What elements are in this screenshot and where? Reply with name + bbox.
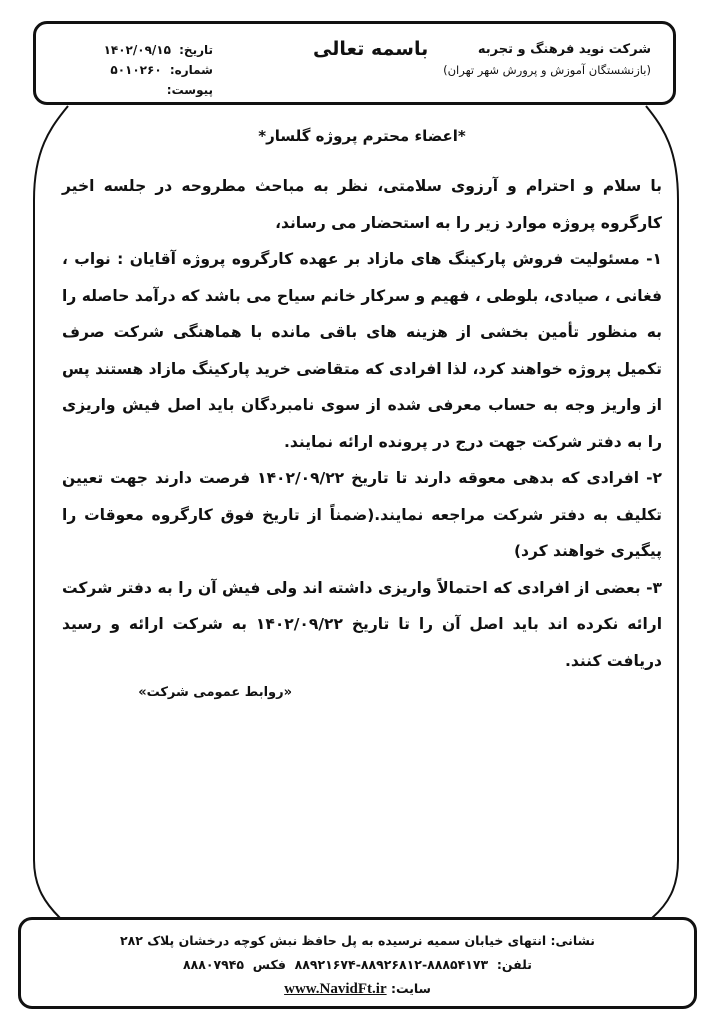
fax-label: فکس <box>252 957 286 972</box>
number-row <box>93 60 213 80</box>
letterhead <box>33 21 676 105</box>
number-value: ۵۰۱۰۲۶۰ <box>110 63 162 77</box>
contact-line <box>21 953 694 977</box>
number-label: شماره: <box>169 63 213 77</box>
site-label: سایت: <box>390 981 431 996</box>
attachment-row <box>93 80 213 100</box>
item-3-paragraph: ۳- بعضی از افرادی که احتمالاً واریزی داشته اند ولی فیش آن را به دفتر شرکت ارائه نکرده اند باید اصل آن را تا تاریخ ۱۴۰۲/۰۹/۲۲ به شرکت ارائه و رسید دریافت کنند. <box>62 578 663 670</box>
date-row <box>93 40 213 60</box>
date-label: تاریخ: <box>179 43 213 57</box>
phone-numbers: ۸۸۸۵۴۱۷۳-۸۸۹۲۶۸۱۲-۸۸۹۲۱۶۷۴ <box>294 957 489 972</box>
letter-heading: *اعضاء محترم پروژه گلسار* <box>258 127 466 145</box>
item-2-paragraph: ۲- افرادی که بدهی معوقه دارند تا تاریخ ۱۴۰۲/۰۹/۲۲ فرصت دارند جهت تعیین تکلیف به دفتر شرکت مراجعه نمایند.(ضمناً از تاریخ فوق کارگروه معوقات را پیگیری خواهند کرد) <box>62 469 662 560</box>
attachment-label: پیوست: <box>166 83 213 97</box>
fax-number: ۸۸۸۰۷۹۴۵ <box>183 957 245 972</box>
company-name: شرکت نوید فرهنگ و تجربه <box>477 42 651 57</box>
letter-body <box>62 118 662 700</box>
website-line <box>21 977 694 1001</box>
signature: «روابط عمومی شرکت» <box>138 685 292 700</box>
basmala-title: باسمه تعالی <box>313 38 429 60</box>
website-link[interactable]: www.NavidFt.ir <box>284 981 387 997</box>
intro-paragraph: با سلام و احترام و آرزوی سلامتی، نظر به مباحث مطروحه در جلسه اخیر کارگروه پروژه موارد زیر را به استحضار می رساند، <box>62 177 662 232</box>
item-1-paragraph: ۱- مسئولیت فروش پارکینگ های مازاد بر عهده کارگروه پروژه آقایان : نواب ، فغانی ، صیادی، بلوطی ، فهیم و سرکار خانم سیاح می باشد که درآمد حاصله را به منظور تأمین بخشی از هزینه های باقی مانده با هماهنگی شرکت صرف تکمیل پروژه خواهند کرد، لذا افرادی که متقاضی خرید پارکینگ مازاد هستند پس از واریز وجه به حساب معرفی شده از سوی نامبردگان باید اصل فیش واریزی را به دفتر شرکت جهت درج در پرونده ارائه نمایند. <box>62 250 662 451</box>
company-block <box>443 40 651 80</box>
address-line <box>21 929 694 953</box>
letter-meta <box>93 40 213 100</box>
address-text: انتهای خیابان سمیه نرسیده به پل حافظ نبش کوچه درخشان پلاک ۲۸۲ <box>120 933 547 948</box>
date-value: ۱۴۰۲/۰۹/۱۵ <box>103 43 171 57</box>
phone-label: تلفن: <box>496 957 532 972</box>
address-label: نشانی: <box>550 933 595 948</box>
company-subtitle: (بازنشستگان آموزش و پرورش شهر تهران) <box>443 63 651 77</box>
letter-footer <box>18 917 697 1009</box>
